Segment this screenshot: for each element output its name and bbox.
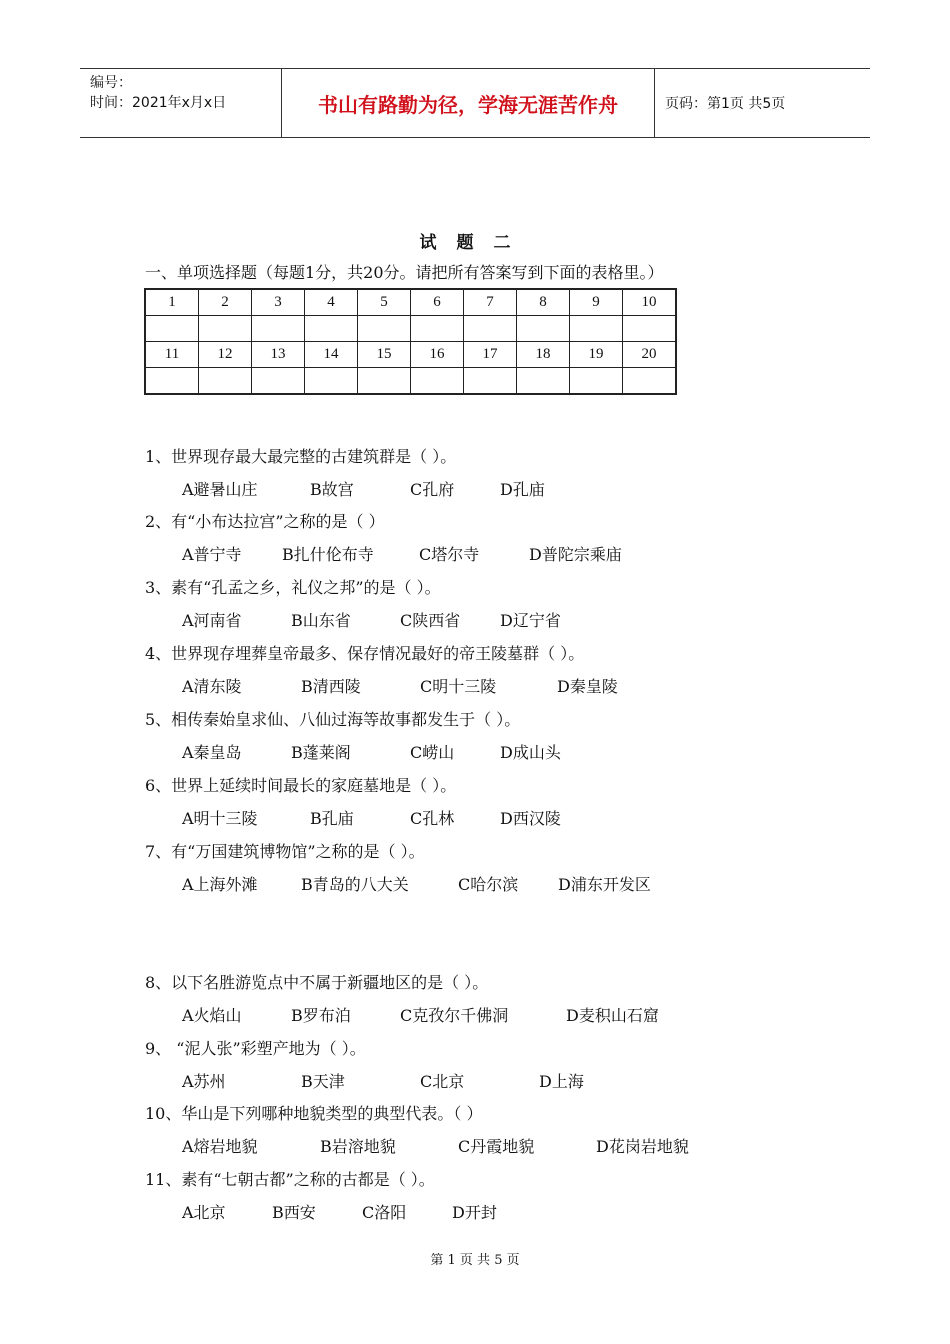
answer-number: 3 [252, 289, 305, 316]
answer-number: 5 [358, 289, 411, 316]
question-11: 11、素有“七朝古都”之称的古都是（ ）。 [145, 1170, 435, 1189]
answer-blank-row-1 [145, 316, 676, 342]
option: C哈尔滨 [458, 875, 519, 894]
option: D花岗岩地貌 [596, 1137, 689, 1156]
answer-cell[interactable] [305, 368, 358, 395]
answer-cell[interactable] [464, 368, 517, 395]
answer-cell[interactable] [145, 368, 199, 395]
option: B清西陵 [301, 677, 361, 696]
doc-date: 时间：2021年x月x日 [90, 95, 227, 111]
option: D秦皇陵 [557, 677, 618, 696]
answer-cell[interactable] [517, 316, 570, 342]
question-6: 6、世界上延续时间最长的家庭墓地是（ ）。 [145, 776, 457, 795]
options-4 [182, 674, 618, 697]
question-4: 4、世界现存埋葬皇帝最多、保存情况最好的帝王陵墓群（ ）。 [145, 644, 585, 663]
answer-number: 4 [305, 289, 358, 316]
header-page-info: 页码：第1页 共5页 [665, 96, 786, 112]
question-3: 3、素有“孔孟之乡，礼仪之邦”的是（ ）。 [145, 578, 441, 597]
option: A清东陵 [182, 677, 242, 696]
answer-number: 8 [517, 289, 570, 316]
answer-number: 1 [145, 289, 199, 316]
answer-number: 16 [411, 342, 464, 368]
answer-cell[interactable] [570, 368, 623, 395]
option: A北京 [182, 1203, 226, 1222]
option: C丹霞地貌 [458, 1137, 535, 1156]
options-8 [182, 1003, 659, 1026]
option: A普宁寺 [182, 545, 242, 564]
answer-cell[interactable] [570, 316, 623, 342]
section-heading: 一、单项选择题（每题1分，共20分。请把所有答案写到下面的表格里。） [145, 263, 664, 282]
answer-cell[interactable] [199, 316, 252, 342]
option: D成山头 [500, 743, 561, 762]
answer-blank-row-2 [145, 368, 676, 395]
answer-cell[interactable] [358, 368, 411, 395]
answer-number: 6 [411, 289, 464, 316]
question-7: 7、有“万国建筑博物馆”之称的是（ ）。 [145, 842, 425, 861]
answer-cell[interactable] [199, 368, 252, 395]
answer-number: 10 [623, 289, 677, 316]
answer-number: 2 [199, 289, 252, 316]
doc-number: 编号： [90, 75, 132, 91]
option: D开封 [452, 1203, 497, 1222]
option: B山东省 [291, 611, 351, 630]
answer-cell[interactable] [411, 368, 464, 395]
answer-header-row-2 [145, 342, 676, 368]
answer-cell[interactable] [305, 316, 358, 342]
option: D孔庙 [500, 480, 545, 499]
answer-header-row-1 [145, 289, 676, 316]
answer-number: 12 [199, 342, 252, 368]
option: C崂山 [410, 743, 455, 762]
answer-cell[interactable] [252, 368, 305, 395]
option: B青岛的八大关 [301, 875, 409, 894]
answer-cell[interactable] [464, 316, 517, 342]
option: D麦积山石窟 [566, 1006, 659, 1025]
answer-table [144, 288, 677, 395]
answer-number: 11 [145, 342, 199, 368]
question-5: 5、相传秦始皇求仙、八仙过海等故事都发生于（ ）。 [145, 710, 521, 729]
answer-cell[interactable] [623, 368, 677, 395]
options-5 [182, 740, 561, 763]
question-1: 1、世界现存最大最完整的古建筑群是（ ）。 [145, 447, 457, 466]
option: B岩溶地貌 [320, 1137, 396, 1156]
option: B罗布泊 [291, 1006, 351, 1025]
option: A上海外滩 [182, 875, 258, 894]
answer-number: 20 [623, 342, 677, 368]
option: D浦东开发区 [558, 875, 651, 894]
option: B蓬莱阁 [291, 743, 351, 762]
answer-number: 13 [252, 342, 305, 368]
answer-cell[interactable] [623, 316, 677, 342]
option: C北京 [420, 1072, 465, 1091]
option: C洛阳 [362, 1203, 407, 1222]
question-2: 2、有“小布达拉宫”之称的是（ ） [145, 512, 385, 531]
answer-number: 14 [305, 342, 358, 368]
option: D普陀宗乘庙 [529, 545, 622, 564]
answer-number: 15 [358, 342, 411, 368]
option: B故宫 [310, 480, 354, 499]
option: C明十三陵 [420, 677, 497, 696]
options-10 [182, 1134, 689, 1157]
option: A避暑山庄 [182, 480, 258, 499]
page-header [80, 68, 870, 138]
page-footer: 第 1 页 共 5 页 [430, 1253, 520, 1268]
answer-cell[interactable] [358, 316, 411, 342]
options-11 [182, 1200, 497, 1223]
option: A明十三陵 [182, 809, 258, 828]
question-10: 10、华山是下列哪种地貌类型的典型代表。（ ） [145, 1104, 483, 1123]
option: D西汉陵 [500, 809, 561, 828]
option: B西安 [272, 1203, 316, 1222]
options-7 [182, 872, 651, 895]
exam-title: 试题二 [419, 233, 531, 253]
question-8: 8、以下名胜游览点中不属于新疆地区的是（ ）。 [145, 973, 489, 992]
answer-cell[interactable] [517, 368, 570, 395]
options-1 [182, 477, 545, 500]
option: A河南省 [182, 611, 242, 630]
option: A秦皇岛 [182, 743, 242, 762]
option: C陕西省 [400, 611, 461, 630]
answer-cell[interactable] [252, 316, 305, 342]
option: A火焰山 [182, 1006, 242, 1025]
option: C塔尔寺 [419, 545, 480, 564]
options-2 [182, 542, 622, 565]
answer-number: 7 [464, 289, 517, 316]
answer-number: 9 [570, 289, 623, 316]
option: A苏州 [182, 1072, 226, 1091]
option: C孔林 [410, 809, 455, 828]
option: D上海 [539, 1072, 584, 1091]
answer-number: 17 [464, 342, 517, 368]
answer-number: 19 [570, 342, 623, 368]
option: C克孜尔千佛洞 [400, 1006, 509, 1025]
options-3 [182, 608, 561, 631]
option: B孔庙 [310, 809, 354, 828]
option: B扎什伦布寺 [282, 545, 374, 564]
header-motto: 书山有路勤为径，学海无涯苦作舟 [282, 69, 655, 137]
option: B天津 [301, 1072, 345, 1091]
answer-number: 18 [517, 342, 570, 368]
options-6 [182, 806, 561, 829]
option: C孔府 [410, 480, 455, 499]
answer-cell[interactable] [145, 316, 199, 342]
options-9 [182, 1069, 584, 1092]
option: D辽宁省 [500, 611, 561, 630]
header-meta [80, 69, 282, 137]
question-9: 9、 “泥人张”彩塑产地为（ ）。 [145, 1039, 366, 1058]
answer-cell[interactable] [411, 316, 464, 342]
option: A熔岩地貌 [182, 1137, 258, 1156]
